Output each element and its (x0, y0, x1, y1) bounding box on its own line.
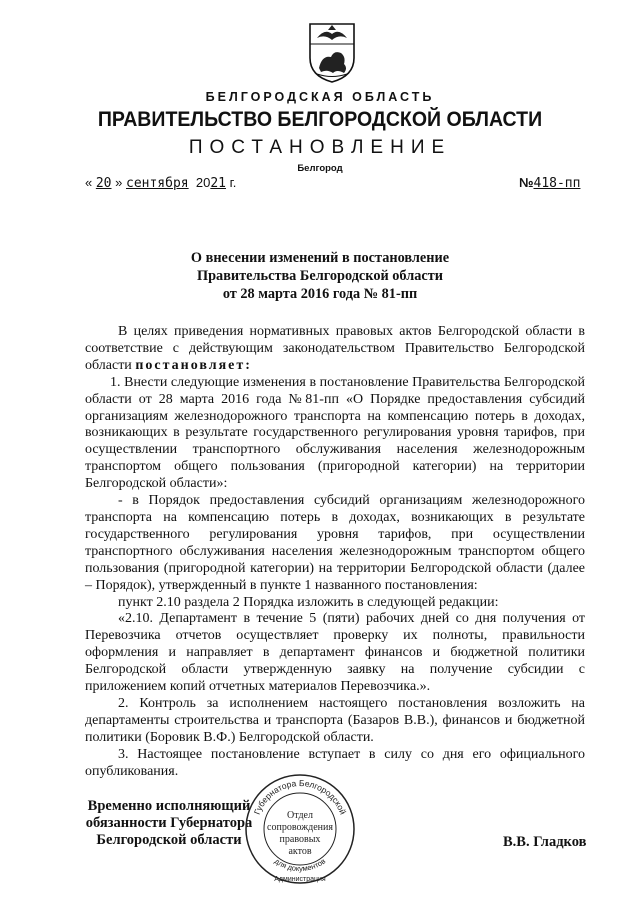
coat-of-arms-emblem (307, 22, 357, 84)
paragraph-3: 3. Настоящее постановление вступает в силу со дня его официального опубликования. (85, 746, 585, 779)
stamp-ring-bottom: для документов (272, 856, 328, 874)
region-name: БЕЛГОРОДСКАЯ ОБЛАСТЬ (205, 90, 435, 104)
document-date (85, 175, 236, 191)
paragraph-1a: - в Порядок предоставления субсидий организациям железнодорожного транспорта на компенсацию потерь в доходах, возникающих в результате государственного регулирования уровня тарифов, при осуществлении транспортного обслуживания населения железнодорожным транспортом общего пользования (пригородной категории) на территории Белгородской области (далее – Порядок), утвержденный в пункте 1 названного постановления: (85, 493, 585, 593)
svg-text:для документов (273, 857, 327, 874)
date-open-quote: « (85, 175, 93, 190)
intro-paragraph (85, 324, 585, 375)
city-name: Белгород (297, 163, 343, 174)
date-day: 20 (95, 176, 112, 191)
title-line-1: О внесении изменений в постановление (190, 250, 450, 266)
signature-line-3: Белгородской области (96, 832, 242, 848)
stamp-center-2: сопровождения (267, 822, 333, 833)
stamp-ring-top: Губернатора Белгородской (251, 777, 349, 816)
number-value: 418-пп (533, 176, 581, 191)
title-line-3: от 28 марта 2016 года № 81-пп (222, 286, 418, 302)
paragraph-2: 2. Контроль за исполнением настоящего постановления возложить на департаменты строительства и транспорта (Базаров В.В.), финансов и бюджетной политики (Боровик В.Ф.) Белгородской области. (85, 695, 585, 745)
stamp-center-4: актов (288, 846, 312, 857)
document-title (0, 249, 640, 303)
official-stamp (243, 771, 357, 887)
resolves-word: постановляет: (135, 357, 252, 373)
signature-block (85, 798, 253, 849)
document-body (85, 324, 585, 780)
date-close-quote: » (115, 175, 123, 190)
intro-text: В целях приведения нормативных правовых актов Белгородской области в соответствие с действующим законодательством Правительство Белгородской области (85, 324, 585, 373)
paragraph-1: 1. Внести следующие изменения в постановление Правительства Белгородской области от 28 марта 2016 года №81-пп «О Порядке предоставления субсидий организациям железнодорожного транспорта на компенсацию потерь в доходах, возникающих в результате государственного регулирования уровня тарифов, при осуществлении транспортного обслуживания населения железнодорожным транспортом общего пользования (пригородной категории) на территории Белгородской области»: (85, 374, 585, 492)
signature-line-1: Временно исполняющий (87, 798, 251, 814)
signature-line-2: обязанности Губернатора (85, 815, 253, 831)
date-year-prefix: 20 (195, 175, 211, 190)
date-year-suffix: 21 (210, 176, 226, 191)
signer-name: В.В. Гладков (503, 834, 587, 850)
title-line-2: Правительства Белгородской области (196, 268, 444, 284)
document-number (519, 175, 580, 191)
government-name: ПРАВИТЕЛЬСТВО БЕЛГОРОДСКОЙ ОБЛАСТИ (97, 108, 543, 131)
paragraph-1c: «2.10. Департамент в течение 5 (пяти) рабочих дней со дня получения от Перевозчика отчетов осуществляет проверку их полноты, правильности оформления и направляет в департамент финансов и бюджетной политики Белгородской области утвержденную заявку на получение субсидии с приложением копий отчетных материалов Перевозчика.». (85, 611, 585, 695)
number-label: № (519, 175, 534, 190)
paragraph-1b: пункт 2.10 раздела 2 Порядка изложить в следующей редакции: (118, 594, 499, 610)
date-year-label: г. (229, 175, 237, 190)
document-type: ПОСТАНОВЛЕНИЕ (188, 137, 452, 158)
stamp-center-1: Отдел (287, 810, 313, 821)
stamp-ring-admin: Администрация (274, 876, 326, 883)
stamp-center-3: правовых (279, 834, 321, 845)
date-month: сентября (126, 176, 189, 191)
